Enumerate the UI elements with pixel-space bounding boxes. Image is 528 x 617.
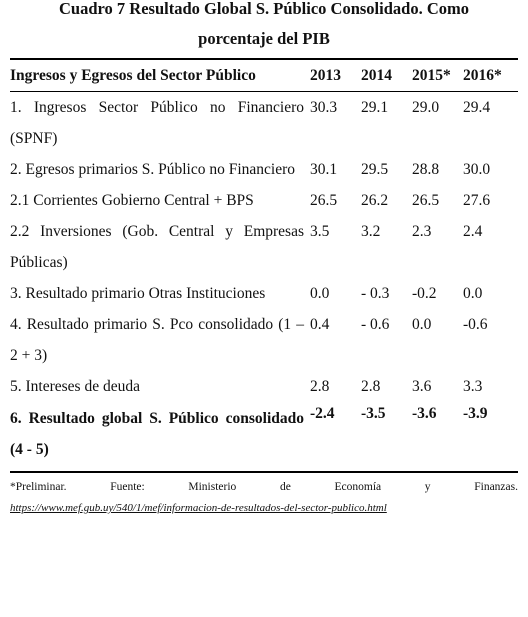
row-value: 3.2 <box>361 223 381 240</box>
row-value: 2.8 <box>361 378 381 395</box>
table-header-row <box>10 60 520 91</box>
table-row <box>10 216 520 278</box>
footnote-source: *Preliminar. Fuente: Ministerio de Economía y Finanzas. <box>10 481 518 493</box>
final-row-value: -2.4 <box>310 405 335 422</box>
final-row-value: -3.5 <box>361 405 386 422</box>
footnote <box>10 477 518 519</box>
row-label: 1. Ingresos Sector Público no Financiero (SPNF) <box>10 99 304 147</box>
row-value: -0.6 <box>463 316 488 333</box>
final-row-label: 6. Resultado global S. Público consolidado (4 - 5) <box>10 410 304 458</box>
table-row <box>10 278 520 309</box>
row-value: 26.2 <box>361 192 389 209</box>
header-label: Ingresos y Egresos del Sector Público <box>10 67 256 84</box>
row-value: 3.5 <box>310 223 330 240</box>
row-label: 2.2 Inversiones (Gob. Central y Empresas Públicas) <box>10 223 304 271</box>
table-row <box>10 185 520 216</box>
row-value: 0.0 <box>310 285 330 302</box>
row-value: -0.2 <box>412 285 437 302</box>
table-bottom-rule <box>10 471 518 473</box>
results-table-body <box>10 92 520 402</box>
row-label: 3. Resultado primario Otras Instituciones <box>10 285 266 302</box>
row-value: 0.0 <box>463 285 483 302</box>
source-link[interactable]: https://www.mef.gub.uy/540/1/mef/informacion-de-resultados-del-sector-publico.html <box>10 502 387 514</box>
results-table <box>10 60 520 91</box>
row-value: 28.8 <box>412 161 440 178</box>
row-value: - 0.3 <box>361 285 390 302</box>
row-label: 2.1 Corrientes Gobierno Central + BPS <box>10 192 254 209</box>
table-row <box>10 92 520 154</box>
row-value: 27.6 <box>463 192 491 209</box>
row-value: 3.3 <box>463 378 483 395</box>
row-value: - 0.6 <box>361 316 390 333</box>
row-value: 26.5 <box>412 192 440 209</box>
header-year: 2015* <box>412 67 451 84</box>
row-label: 2. Egresos primarios S. Público no Financiero <box>10 161 295 178</box>
row-label: 4. Resultado primario S. Pco consolidado (1 – 2 + 3) <box>10 316 304 364</box>
row-value: 2.3 <box>412 223 432 240</box>
row-value: 0.0 <box>412 316 432 333</box>
header-year: 2016* <box>463 67 502 84</box>
row-value: 26.5 <box>310 192 338 209</box>
row-value: 30.0 <box>463 161 491 178</box>
table-row <box>10 154 520 185</box>
row-value: 30.1 <box>310 161 338 178</box>
row-value: 30.3 <box>310 99 338 116</box>
row-value: 29.1 <box>361 99 389 116</box>
header-year: 2013 <box>310 67 341 84</box>
row-value: 29.0 <box>412 99 440 116</box>
row-value: 3.6 <box>412 378 432 395</box>
table-title: Cuadro 7 Resultado Global S. Público Consolidado. Como porcentaje del PIB <box>59 0 469 48</box>
row-value: 29.5 <box>361 161 389 178</box>
row-value: 0.4 <box>310 316 330 333</box>
row-value: 2.8 <box>310 378 330 395</box>
final-row-value: -3.6 <box>412 405 437 422</box>
header-year: 2014 <box>361 67 392 84</box>
final-row-value: -3.9 <box>463 405 488 422</box>
table-row <box>10 309 520 371</box>
row-label: 5. Intereses de deuda <box>10 378 140 395</box>
row-value: 2.4 <box>463 223 483 240</box>
row-value: 29.4 <box>463 99 491 116</box>
